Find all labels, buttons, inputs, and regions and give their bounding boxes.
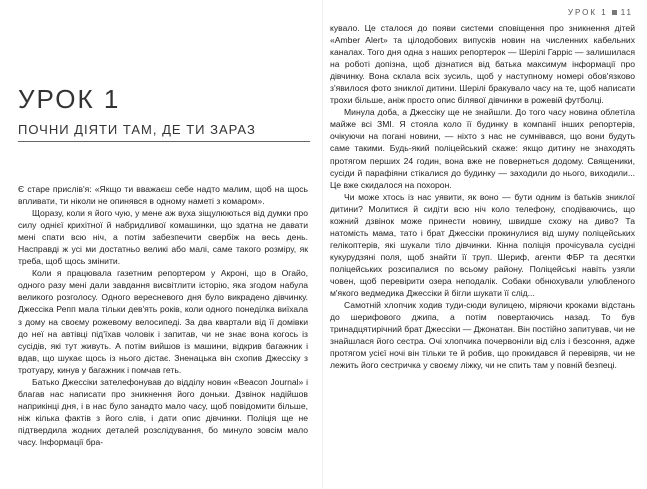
title-divider [18, 141, 310, 142]
chapter-title: УРОК 1 [18, 84, 121, 114]
paragraph: Коли я працювала газетним репортером у Акроні, що в Огайо, одного разу мені дали завдання висвітлити історію, яка згодом набула великого розголосу. Одного вересневого дня було викрадено дівчинку. Джессіка Репп мала тільки дев'ять років, коли одного понеділка виїхала з дому на своєму рожевому велосипеді. За два квартали від її домівки до неї на автівці під'їхав чоловік і запитав, чи не знає вона когось із сусідів, які тут живуть. А потім вийшов із машини, відкрив багажник і вдав, що шукає щось із нього дістає. Зненацька він схопив Джессіку з тротуару, кинув у багажник і помчав геть. [18, 268, 308, 375]
separator-square-icon [612, 10, 617, 15]
running-title: УРОК 1 [567, 8, 608, 17]
page-gutter [322, 0, 323, 489]
paragraph: Є старе прислів'я: «Якщо ти вважаєш себе надто малим, щоб на щось впливати, ти ніколи не опинявся в одному наметі з комаром». [18, 184, 308, 207]
left-page [0, 0, 318, 489]
paragraph: Чи може хтось із нас уявити, як воно — бути одним із батьків зниклої дитини? Молитися й сидіти всю ніч коло телефону, сподіваючись, що кожний дзвінок може принести новину, швидше схожу на диво? Та натомість мама, тато і брат Джессіки прокинулися від шуму поліцейських гелікоптерів, які шукали тіло дівчинки. Кінна поліція прочісувала сусідні кукурудзяні поля, щоб знайти її труп. Шериф, агенти ФБР та десятки поліцейських розсипалися по всьому району. Поліцейські навіть узяли човен, щоб перевірити озера неподалік. Собаки обнюхували улюбленого м'якого ведмедика Джессіки й бігли шукати її слід... [330, 191, 635, 299]
left-page-body [18, 183, 308, 448]
right-page [328, 0, 647, 489]
page-number: 11 [620, 8, 633, 17]
paragraph: Щоразу, коли я його чую, у мене аж вуха зіщулюються від думки про силу однієї крихітної й набридливої комашинки, що здатна не давати мені спати всю ніч, а потім забезпечити свербіж на весь день. Насправді ж усі ми достатньо великі або малі, саме такого розміру, як треба, щоб щось змінити. [18, 208, 308, 267]
chapter-subtitle: ПОЧНИ ДІЯТИ ТАМ, ДЕ ТИ ЗАРАЗ [18, 122, 256, 137]
paragraph: Батько Джессіки зателефонував до відділу новин «Beacon Journal» і благав нас написати про зникнення його доньки. Дзвінок надійшов наприкінці дня, і в нас було занадто мало часу, щоб повідомити більше, ніж кілька фактів з його слів, і дати опис дівчинки. Поліція ще не підтвердила жодних деталей розслідування, бо минуло зовсім мало часу. Інформації бра- [18, 376, 308, 447]
paragraph: кувало. Це сталося до появи системи сповіщення про зникнення дітей «Amber Alert» та цілодобових випусків новин на численних кабельних каналах. Того дня одна з наших репортерок — Шерілі Гарріс — залишилася на роботі допізна, щоб дізнатися від батька максимум інформації про дівчинку. Вона склала всіх зусиль, щоб у наступному номері обов'язково з'явилося фото зниклої дитини. Шерілі бракувало часу на те, щоб написати трохи більше, аніж просто опис білявої дівчинки в рожевій футболці. [330, 23, 635, 106]
paragraph: Самотній хлопчик ходив туди-сюди вулицею, міряючи кроками відстань до шерифового джипа, а потім повертаючись назад. То був тринадцятирічний брат Джессіки — Джонатан. Він постійно запитував, чи не знайшлася його сестра. Очі хлопчика почервоніли від сліз і безсоння, адже протягом усієї ночі він тільки те й робив, що прокидався й перевіряв, чи не лежить його сестричка у своєму ліжку, чи не спить там у повній безпеці. [330, 300, 635, 371]
paragraph: Минула доба, а Джессіку ще не знайшли. До того часу новина облетіла майже всі ЗМІ. Я стояла коло її будинку в компанії інших репортерів, очікуючи на погані новини, — ніхто з нас не сумнівався, що вони будуть саме такими. Будь-який поліцейський скаже: якщо дитину не знаходять протягом перших 24 годин, вона вже не повернеться додому. Священики, сусіди й парафіяни стікалися до будинку — заходили до нього, виходили... Це вже скидалося на похорон. [330, 107, 635, 190]
right-page-body [330, 22, 635, 371]
running-header [568, 8, 633, 17]
